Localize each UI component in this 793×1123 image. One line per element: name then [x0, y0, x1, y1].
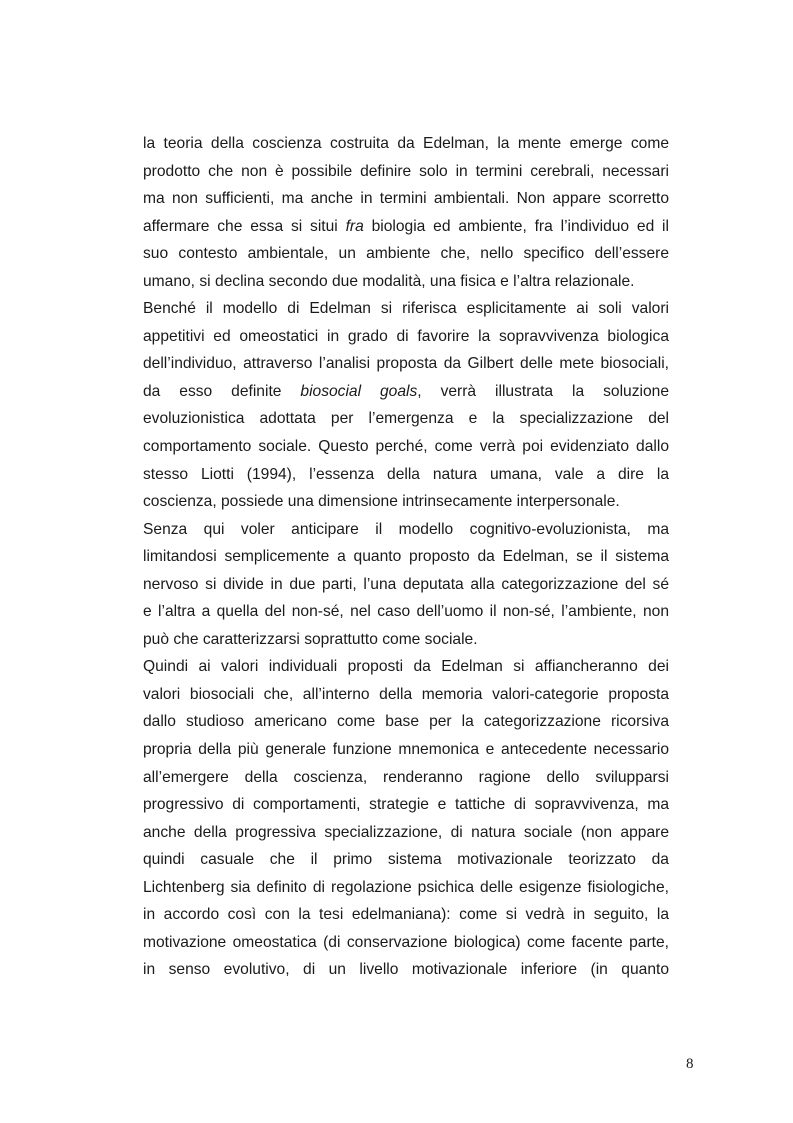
text-line — [143, 350, 669, 378]
text-line — [143, 405, 669, 433]
text-line — [143, 708, 669, 736]
text-line — [143, 681, 669, 709]
text-line — [143, 764, 669, 792]
text-segment: coscienza, possiede una dimensione intrinsecamente interpersonale. — [143, 493, 620, 511]
text-line — [143, 819, 669, 847]
text-segment: Senza qui voler anticipare il modello cognitivo-evoluzionista, ma — [143, 520, 669, 538]
text-line — [143, 736, 669, 764]
text-line — [143, 268, 669, 296]
text-segment: appetitivi ed omeostatici in grado di favorire la sopravvivenza biologica — [143, 327, 669, 345]
text-segment: può che caratterizzarsi soprattutto come sociale. — [143, 630, 478, 648]
text-line — [143, 213, 669, 241]
text-segment: Lichtenberg sia definito di regolazione psichica delle esigenze fisiologiche, — [143, 878, 669, 896]
paragraph — [143, 295, 669, 515]
text-line — [143, 626, 669, 654]
text-line — [143, 571, 669, 599]
text-segment: e l’altra a quella del non-sé, nel caso dell’uomo il non-sé, l’ambiente, non — [143, 603, 669, 621]
text-line — [143, 130, 669, 158]
italic-term: biosocial goals — [300, 382, 418, 400]
text-line — [143, 461, 669, 489]
body-text — [143, 130, 669, 984]
text-line — [143, 598, 669, 626]
text-line — [143, 185, 669, 213]
text-segment: comportamento sociale. Questo perché, come verrà poi evidenziato dallo — [143, 438, 669, 456]
text-line — [143, 488, 669, 516]
text-segment: biologia ed ambiente, fra l’individuo ed il — [363, 217, 669, 235]
text-segment: dell’individuo, attraverso l’analisi proposta da Gilbert delle mete biosociali, — [143, 355, 669, 373]
text-segment: propria della più generale funzione mnemonica e antecedente necessario — [143, 741, 669, 759]
text-line — [143, 516, 669, 544]
text-line — [143, 929, 669, 957]
paragraph — [143, 653, 669, 984]
text-line — [143, 653, 669, 681]
text-line — [143, 378, 669, 406]
text-segment: limitandosi semplicemente a quanto proposto da Edelman, se il sistema — [143, 548, 669, 566]
text-segment: valori biosociali che, all’interno della memoria valori-categorie proposta — [143, 685, 669, 703]
text-line — [143, 846, 669, 874]
text-segment: umano, si declina secondo due modalità, una fisica e l’altra relazionale. — [143, 272, 635, 290]
text-segment: suo contesto ambientale, un ambiente che, nello specifico dell’essere — [143, 245, 669, 263]
text-segment: prodotto che non è possibile definire solo in termini cerebrali, necessari — [143, 162, 669, 180]
text-segment: Benché il modello di Edelman si riferisca esplicitamente ai soli valori — [143, 300, 669, 318]
text-line — [143, 901, 669, 929]
text-segment: in accordo così con la tesi edelmaniana): come si vedrà in seguito, la — [143, 906, 669, 924]
text-segment: quindi casuale che il primo sistema motivazionale teorizzato da — [143, 851, 669, 869]
paragraph — [143, 516, 669, 654]
text-segment: motivazione omeostatica (di conservazione biologica) come facente parte, — [143, 933, 669, 951]
text-line — [143, 791, 669, 819]
text-segment: anche della progressiva specializzazione, di natura sociale (non appare — [143, 823, 669, 841]
text-line — [143, 295, 669, 323]
text-line — [143, 543, 669, 571]
paragraph — [143, 130, 669, 295]
text-segment: da esso definite — [143, 382, 301, 400]
text-line — [143, 874, 669, 902]
text-segment: , verrà illustrata la soluzione — [417, 382, 669, 400]
italic-term: fra — [345, 217, 364, 235]
page-number: 8 — [686, 1056, 694, 1072]
text-segment: Quindi ai valori individuali proposti da Edelman si affiancheranno dei — [143, 658, 669, 676]
text-segment: affermare che essa si situi — [143, 217, 346, 235]
text-segment: in senso evolutivo, di un livello motivazionale inferiore (in quanto — [143, 961, 669, 979]
text-line — [143, 323, 669, 351]
text-line — [143, 158, 669, 186]
text-segment: stesso Liotti (1994), l’essenza della natura umana, vale a dire la — [143, 465, 669, 483]
text-line — [143, 240, 669, 268]
text-segment: la teoria della coscienza costruita da Edelman, la mente emerge come — [143, 135, 669, 152]
text-segment: evoluzionistica adottata per l’emergenza e la specializzazione del — [143, 410, 669, 428]
text-segment: nervoso si divide in due parti, l’una deputata alla categorizzazione del sé — [143, 575, 669, 593]
text-line — [143, 433, 669, 461]
text-segment: all’emergere della coscienza, renderanno ragione dello svilupparsi — [143, 768, 669, 786]
text-segment: ma non sufficienti, ma anche in termini ambientali. Non appare scorretto — [143, 190, 669, 208]
text-segment: dallo studioso americano come base per la categorizzazione ricorsiva — [143, 713, 669, 731]
text-line — [143, 956, 669, 984]
text-segment: progressivo di comportamenti, strategie e tattiche di sopravvivenza, ma — [143, 796, 669, 814]
